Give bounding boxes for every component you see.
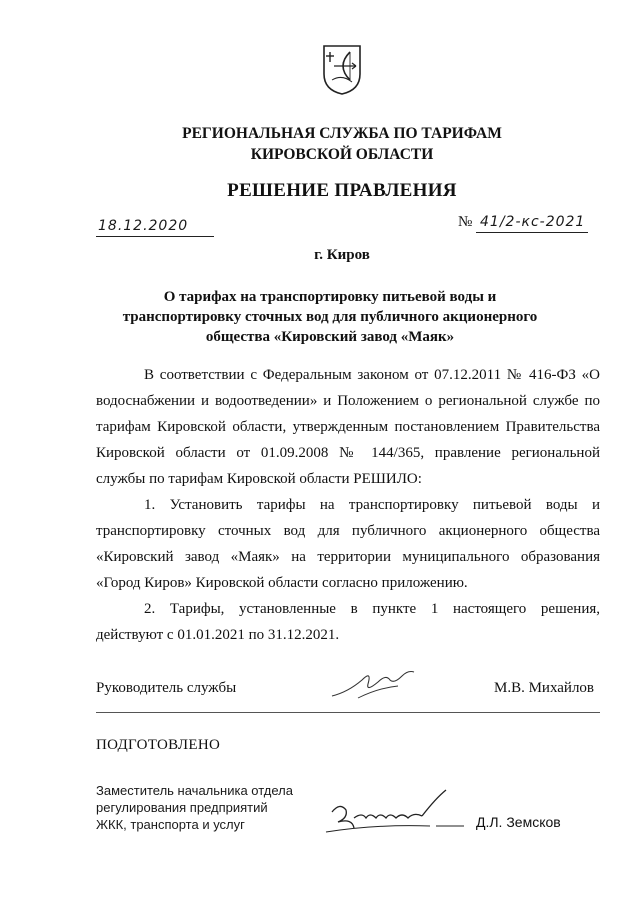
paragraph-line: 1. Установить тарифы на транспортировку питьевой воды и <box>144 497 600 513</box>
agency-name-line-1: РЕГИОНАЛЬНАЯ СЛУЖБА ПО ТАРИФАМ <box>182 125 502 142</box>
paragraph-line: водоснабжении и водоотведении» и Положением о региональной службе по <box>96 393 600 409</box>
agency-name-line-2: КИРОВСКОЙ ОБЛАСТИ <box>250 146 434 163</box>
subject-line: О тарифах на транспортировку питьевой воды и <box>163 289 497 305</box>
paragraph-line: «Кировский завод «Маяк» на территории муниципального образования <box>96 549 600 565</box>
number-underline <box>476 232 588 233</box>
separator-line <box>96 712 600 713</box>
document-title: РЕШЕНИЕ ПРАВЛЕНИЯ <box>227 180 457 201</box>
position-line: Заместитель начальника отдела <box>96 783 293 798</box>
decision-date: 18.12.2020 <box>98 218 189 234</box>
decision-subject <box>110 287 550 347</box>
subject-line: транспортировку сточных вод для публичного акционерного <box>122 309 538 325</box>
paragraph-line: тарифам Кировской области, утвержденным постановлением Правительства <box>96 419 600 435</box>
preparer-name: Д.Л. Земсков <box>476 814 561 830</box>
position-line: ЖКК, транспорта и услуг <box>96 817 245 832</box>
signatory-name: М.В. Михайлов <box>494 680 595 696</box>
number-sign: № <box>458 214 473 230</box>
paragraph-line: «Город Киров» Кировской области согласно приложению. <box>96 575 468 591</box>
paragraph-preamble <box>96 362 600 492</box>
preparer-position <box>96 782 293 833</box>
paragraph-line: службы по тарифам Кировской области РЕШИЛО: <box>96 471 422 487</box>
city: г. Киров <box>314 247 370 263</box>
handwritten-signature-icon <box>328 662 418 702</box>
paragraph-item-1 <box>96 492 600 596</box>
handwritten-signature-icon <box>318 788 468 836</box>
paragraph-line: В соответствии с Федеральным законом от 07.12.2011 № 416-ФЗ «О <box>144 367 600 383</box>
signatory-role: Руководитель службы <box>96 680 237 696</box>
date-underline <box>96 236 214 237</box>
paragraph-item-2 <box>96 596 600 648</box>
paragraph-line: 2. Тарифы, установленные в пункте 1 настоящего решения, <box>144 601 600 617</box>
decision-number: 41/2-кс-2021 <box>480 214 586 230</box>
subject-line: общества «Кировский завод «Маяк» <box>205 329 455 345</box>
paragraph-line: транспортировку сточных вод для публичного акционерного общества <box>96 523 600 539</box>
paragraph-line: Кировской области от 01.09.2008 № 144/365, правление региональной <box>96 445 600 461</box>
paragraph-line: действуют с 01.01.2021 по 31.12.2021. <box>96 627 340 643</box>
kirov-coat-of-arms-icon <box>322 44 362 96</box>
prepared-label: ПОДГОТОВЛЕНО <box>96 737 221 753</box>
position-line: регулирования предприятий <box>96 800 268 815</box>
